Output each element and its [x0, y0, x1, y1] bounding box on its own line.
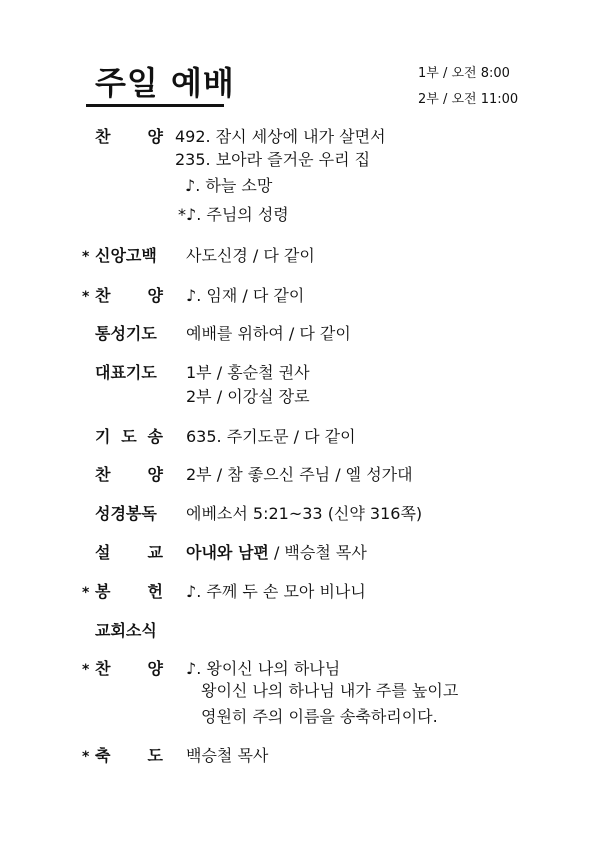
- label-char: 찬: [95, 127, 111, 146]
- order-value: 2부 / 참 좋으신 주님 / 엘 성가대: [186, 465, 413, 484]
- star-marker: *: [82, 289, 90, 305]
- label-char: 찬: [95, 659, 111, 678]
- order-line: *♪. 주님의 성령: [178, 205, 289, 224]
- order-label: 신앙고백: [95, 246, 157, 265]
- order-label: [95, 464, 163, 486]
- order-line: 왕이신 나의 하나님 내가 주를 높이고: [201, 681, 459, 700]
- star-marker: *: [82, 749, 90, 765]
- label-char: 축: [95, 746, 111, 765]
- order-item-offering: [0, 579, 600, 605]
- sermon-title: 아내와 남편: [186, 543, 269, 562]
- order-item-representative-prayer: [0, 360, 600, 406]
- order-item-scripture: [0, 501, 600, 527]
- order-value: 사도신경 / 다 같이: [186, 246, 315, 265]
- service-time-2: 2부 / 오전 11:00: [418, 92, 519, 107]
- order-value: ♪. 주께 두 손 모아 비나니: [186, 582, 366, 601]
- order-value: 1부 / 홍순철 권사: [186, 363, 310, 382]
- order-line: ♪. 하늘 소망: [185, 176, 273, 195]
- order-item-benediction: [0, 743, 600, 769]
- sermon-preacher: / 백승철 목사: [268, 543, 367, 562]
- page-title: 주일 예배: [95, 64, 235, 102]
- label-char: 송: [147, 427, 163, 446]
- order-item-creed: [0, 243, 600, 269]
- order-value: 635. 주기도문 / 다 같이: [186, 427, 356, 446]
- order-label: [95, 658, 163, 680]
- star-marker: *: [82, 585, 90, 601]
- order-label: 교회소식: [95, 621, 157, 640]
- label-char: 찬: [95, 286, 111, 305]
- order-item-hymn-2: [0, 283, 600, 309]
- order-label: [95, 285, 163, 307]
- order-value: ♪. 임재 / 다 같이: [186, 286, 305, 305]
- order-item-prayer-song: [0, 424, 600, 450]
- label-char: 양: [147, 465, 163, 484]
- service-time-1: 1부 / 오전 8:00: [418, 66, 510, 81]
- order-item-prayer: [0, 321, 600, 347]
- title-underline: [86, 104, 224, 107]
- order-label: [95, 542, 163, 564]
- order-value: 백승철 목사: [186, 746, 269, 765]
- star-marker: *: [82, 249, 90, 265]
- order-label: [95, 581, 163, 603]
- order-line: 2부 / 이강실 장로: [186, 387, 310, 406]
- order-label: [95, 126, 163, 148]
- order-item-hymn-3: [0, 656, 600, 726]
- order-label: 성경봉독: [95, 504, 157, 523]
- label-char: 교: [147, 543, 163, 562]
- star-marker: *: [82, 662, 90, 678]
- label-char: 양: [147, 127, 163, 146]
- order-item-hymn-1: [0, 124, 600, 224]
- order-label: 통성기도: [95, 324, 157, 343]
- order-value: 에베소서 5:21~33 (신약 316쪽): [186, 504, 423, 523]
- order-item-news: [0, 618, 600, 644]
- order-item-choir: [0, 462, 600, 488]
- order-item-sermon: [0, 540, 600, 566]
- order-label: 대표기도: [95, 363, 157, 382]
- order-line: 235. 보아라 즐거운 우리 집: [175, 150, 371, 169]
- order-line: 492. 잠시 세상에 내가 살면서: [175, 127, 386, 146]
- order-label: [95, 426, 163, 448]
- label-char: 설: [95, 543, 111, 562]
- order-label: [95, 745, 163, 767]
- order-value: 예배를 위하여 / 다 같이: [186, 324, 351, 343]
- label-char: 도: [147, 746, 163, 765]
- order-value: ♪. 왕이신 나의 하나님: [186, 659, 341, 678]
- label-char: 기: [95, 427, 111, 446]
- label-char: 양: [147, 286, 163, 305]
- label-char: 봉: [95, 582, 111, 601]
- order-line: 영원히 주의 이름을 송축하리이다.: [201, 707, 438, 726]
- order-value: [186, 542, 367, 564]
- label-char: 찬: [95, 465, 111, 484]
- label-char: 헌: [147, 582, 163, 601]
- label-char: 도: [121, 427, 137, 446]
- label-char: 양: [147, 659, 163, 678]
